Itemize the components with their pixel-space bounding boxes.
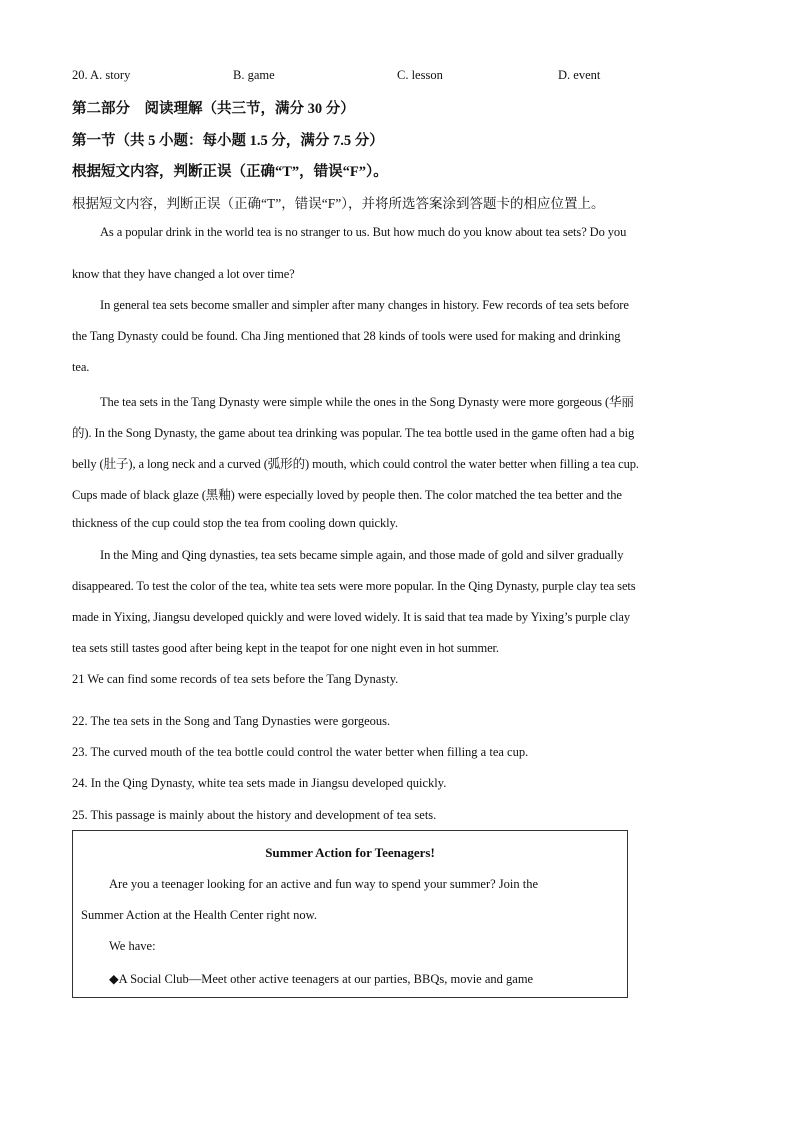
passage-line: 的). In the Song Dynasty, the game about tea drinking was popular. The tea bottle used in the game often had a big xyxy=(72,426,635,440)
question-25: 25. This passage is mainly about the history and development of tea sets. xyxy=(72,808,437,822)
instruction-bold: 根据短文内容，判断正误（正确“T”，错误“F”）。 xyxy=(72,164,388,180)
passage-line: disappeared. To test the color of the tea, white tea sets were more popular. In the Qing Dynasty, purple clay tea sets xyxy=(72,579,636,593)
summer-action-ad xyxy=(72,830,628,998)
passage-line: belly (肚子), a long neck and a curved (弧形的) mouth, which could control the water better when filling a tea cup. xyxy=(72,457,639,471)
question-22: 22. The tea sets in the Song and Tang Dynasties were gorgeous. xyxy=(72,714,391,728)
question-23: 23. The curved mouth of the tea bottle could control the water better when filling a tea cup. xyxy=(72,745,529,759)
passage-line: know that they have changed a lot over time? xyxy=(72,267,295,281)
passage-line: The tea sets in the Tang Dynasty were simple while the ones in the Song Dynasty were more gorgeous (华丽 xyxy=(100,395,634,409)
q20-option-d: D. event xyxy=(558,68,601,82)
passage-line: In the Ming and Qing dynasties, tea sets became simple again, and those made of gold and silver gradually xyxy=(100,548,624,562)
passage-line: the Tang Dynasty could be found. Cha Jing mentioned that 28 kinds of tools were used for making and drinking xyxy=(72,329,621,343)
ad-title: Summer Action for Teenagers! xyxy=(265,845,435,860)
ad-line: We have: xyxy=(109,939,156,953)
q20-option-c: C. lesson xyxy=(397,68,443,82)
passage-line: tea. xyxy=(72,360,90,374)
passage-line: made in Yixing, Jiangsu developed quickly and were loved widely. It is said that tea made by Yixing’s purple clay xyxy=(72,610,631,624)
passage-line: tea sets still tastes good after being kept in the teapot for one night even in hot summer. xyxy=(72,641,499,655)
passage-line: In general tea sets become smaller and simpler after many changes in history. Few records of tea sets before xyxy=(100,298,629,312)
ad-line: Summer Action at the Health Center right now. xyxy=(81,908,317,922)
question-24: 24. In the Qing Dynasty, white tea sets made in Jiangsu developed quickly. xyxy=(72,776,447,790)
section-heading: 第一节（共 5 小题：每小题 1.5 分，满分 7.5 分） xyxy=(72,133,384,149)
passage-line: Cups made of black glaze (黑釉) were especially loved by people then. The color matched the tea better and the xyxy=(72,488,622,502)
passage-line: As a popular drink in the world tea is no stranger to us. But how much do you know about tea sets? Do you xyxy=(100,225,627,239)
ad-line: Are you a teenager looking for an active and fun way to spend your summer? Join the xyxy=(109,877,539,891)
q20-option-a: 20. A. story xyxy=(72,68,131,82)
question-21: 21 We can find some records of tea sets before the Tang Dynasty. xyxy=(72,672,399,686)
passage-line: thickness of the cup could stop the tea from cooling down quickly. xyxy=(72,516,398,530)
instruction: 根据短文内容，判断正误（正确“T”，错误“F”），并将所选答案涂到答题卡的相应位置上。 xyxy=(72,196,605,211)
q20-option-b: B. game xyxy=(233,68,275,82)
part-heading: 第二部分 阅读理解（共三节，满分 30 分） xyxy=(72,101,355,117)
ad-line: ◆A Social Club—Meet other active teenagers at our parties, BBQs, movie and game xyxy=(109,972,534,986)
